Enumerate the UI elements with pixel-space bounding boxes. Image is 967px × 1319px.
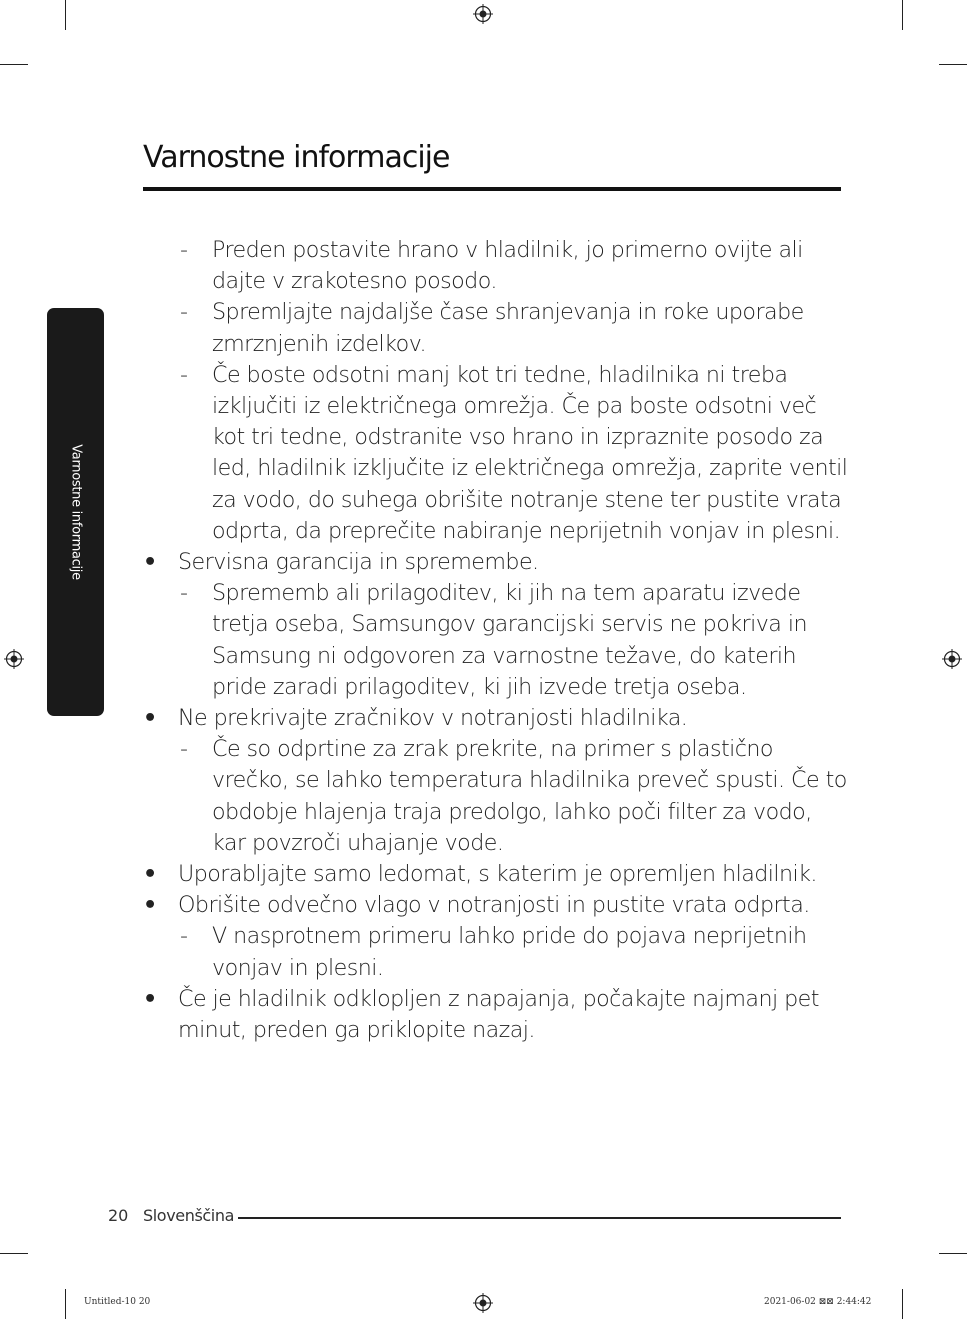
list-item-text: Če je hladilnik odklopljen z napajanja, počakajte najmanj pet minut, preden ga priklopite nazaj. [178,985,819,1044]
crop-mark-top-right-h [939,64,967,65]
dash-list-item [143,235,848,297]
page-number: 20 [108,1206,129,1225]
list-item-text: Obrišite odvečno vlago v notranjosti in pustite vrata odprta. [178,892,810,919]
dash-list-item [143,297,848,359]
footer-divider [238,1217,841,1219]
list-item-text: Če boste odsotni manj kot tri tedne, hladilnika ni treba izključiti iz električnega omrežja. Če pa boste odsotni več kot tri tedne, odstranite vso hrano in izpraznite posodo za led, hladilnik izključite iz električnega omrežja, zaprite ventil za vodo, do suhega obrišite notranje stene ter pustite vrata odprta, da preprečite nabiranje neprijetnih vonjav in plesni. [212,361,848,544]
crop-mark-bottom-left-h [0,1253,28,1254]
title-divider [143,187,841,191]
crop-mark-bottom-right-v [902,1289,903,1319]
list-item-text: Uporabljajte samo ledomat, s katerim je opremljen hladilnik. [178,861,817,888]
bullet-marker: • [143,985,157,1012]
safety-instructions-list [143,235,848,1046]
crosshair-registration-icon [942,649,962,669]
dash-marker: - [180,580,188,607]
print-slug-left: Untitled-10 20 [84,1297,151,1307]
list-item-text: Ne prekrivajte zračnikov v notranjosti hladilnika. [178,705,688,732]
list-item-text: Če so odprtine za zrak prekrite, na primer s plastično vrečko, se lahko temperatura hladilnika preveč spusti. Če to obdobje hlajenja traja predolgo, lahko poči filter za vodo, kar povzroči uhajanje vode. [212,736,847,856]
dash-marker: - [180,923,188,950]
list-item-text: Preden postavite hrano v hladilnik, jo primerno ovijte ali dajte v zrakotesno posodo. [212,237,803,295]
section-side-tab-label: Varnostne informacije [68,444,84,580]
dash-list-item [143,360,848,547]
dash-list-item [143,734,848,859]
dash-marker: - [180,736,188,763]
crop-mark-bottom-left-v [65,1289,66,1319]
crop-mark-top-left-v [65,0,66,30]
dash-marker: - [180,299,188,326]
bullet-list-item [143,984,848,1046]
bullet-marker: • [143,705,157,732]
page-title: Varnostne informacije [143,140,450,175]
bullet-marker: • [143,549,157,576]
dash-marker: - [180,361,188,388]
bullet-marker: • [143,861,157,888]
crop-mark-top-left-h [0,64,28,65]
bullet-list-item [143,703,848,734]
page-language: Slovenščina [143,1206,234,1225]
crop-mark-top-right-v [902,0,903,30]
crosshair-registration-icon [473,4,493,24]
bullet-list-item [143,890,848,921]
dash-list-item [143,578,848,703]
list-item-text: V nasprotnem primeru lahko pride do pojava neprijetnih vonjav in plesni. [212,923,807,981]
list-item-text: Spremljajte najdaljše čase shranjevanja in roke uporabe zmrznjenih izdelkov. [212,299,804,357]
dash-list-item [143,921,848,983]
bullet-list-item [143,547,848,578]
print-slug-right: 2021-06-02 ⊠⊠ 2:44:42 [764,1297,872,1307]
dash-marker: - [180,237,188,263]
crosshair-registration-icon [4,649,24,669]
list-item-text: Servisna garancija in spremembe. [178,549,539,576]
list-item-text: Sprememb ali prilagoditev, ki jih na tem aparatu izvede tretja oseba, Samsungov garancijski servis ne pokriva in Samsung ni odgovoren za varnostne težave, do katerih pride zaradi prilagoditev, ki jih izvede tretja oseba. [212,580,807,700]
bullet-list-item [143,859,848,890]
crop-mark-bottom-right-h [939,1253,967,1254]
bullet-marker: • [143,892,157,919]
crosshair-registration-icon [473,1293,493,1313]
